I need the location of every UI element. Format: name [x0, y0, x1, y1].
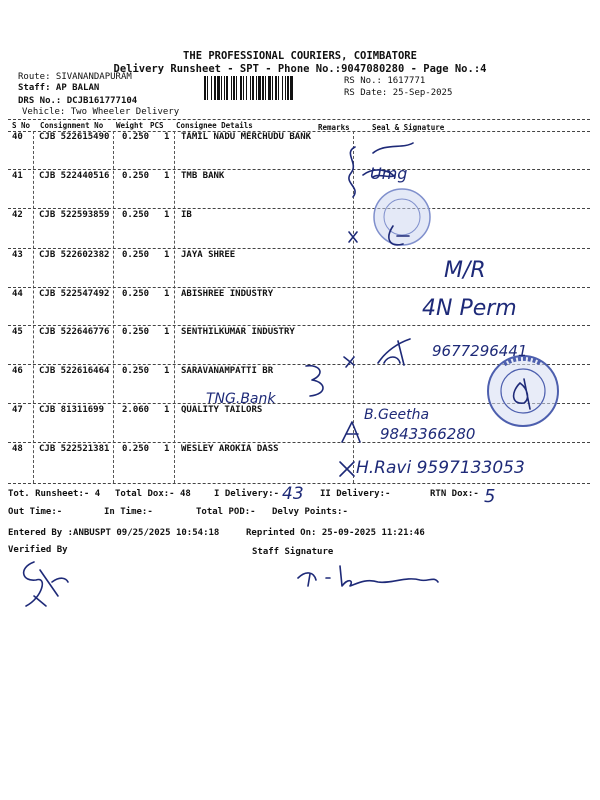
- row-sno: 47: [12, 405, 23, 415]
- in-time-label: In Time:-: [104, 507, 153, 517]
- rs-date: RS Date: 25-Sep-2025: [344, 88, 453, 98]
- row-weight: 0.250: [122, 210, 150, 220]
- row-sno: 45: [12, 327, 23, 337]
- rtn-dox-label: RTN Dox:-: [430, 489, 479, 499]
- col-seal: Seal & Signature: [372, 123, 445, 132]
- col-sep: [33, 131, 34, 483]
- handwriting-row45: 9677296441: [432, 342, 528, 360]
- row-weight: 0.250: [122, 171, 150, 181]
- handwriting-row44: 4N Perm: [422, 296, 517, 321]
- col-weight: Weight: [116, 121, 144, 130]
- row-consignee: JAYA SHREE: [181, 250, 236, 260]
- total-dox-value: 48: [180, 489, 191, 499]
- col-sep: [174, 131, 175, 483]
- row-consignee: SENTHILKUMAR INDUSTRY: [181, 327, 295, 337]
- row-pcs: 1: [164, 327, 170, 337]
- row-consignment: CJB 522440516: [39, 171, 110, 181]
- row-sno: 46: [12, 366, 23, 376]
- row-pcs: 1: [164, 250, 170, 260]
- total-dox-label: Total Dox:-: [115, 489, 175, 499]
- col-sep: [113, 131, 114, 483]
- row-consignee: IB: [181, 210, 192, 220]
- row-sno: 43: [12, 250, 23, 260]
- header-divider-top: [8, 119, 590, 120]
- out-time-label: Out Time:-: [8, 507, 63, 517]
- row-weight: 0.250: [122, 132, 150, 142]
- row-pcs: 1: [164, 171, 170, 181]
- row-consignee: SARAVANAMPATTI BR: [181, 366, 274, 376]
- rs-number: RS No.: 1617771: [344, 76, 426, 86]
- row-pcs: 1: [164, 366, 170, 376]
- route-label: Route: SIVANANDAPURAM: [18, 72, 132, 82]
- entered-by: Entered By :ANBUSPT 09/25/2025 10:54:18: [8, 528, 220, 538]
- row-divider: [8, 325, 590, 326]
- ii-delivery-label: II Delivery:-: [320, 489, 391, 499]
- row-sno: 42: [12, 210, 23, 220]
- row-consignee: TAMIL NADU MERCHUDU BANK: [181, 132, 312, 142]
- row-sno: 48: [12, 444, 23, 454]
- delvy-points-label: Delvy Points:-: [272, 507, 348, 517]
- vehicle-label: Vehicle: Two Wheeler Delivery: [22, 107, 180, 117]
- i-delivery-label: I Delivery:-: [214, 489, 280, 499]
- tot-runsheet: Tot. Runsheet:- 4: [8, 489, 101, 499]
- row-weight: 0.250: [122, 289, 150, 299]
- verified-signature: [12, 556, 72, 614]
- handwriting-row46: TNG.Bank: [206, 391, 276, 407]
- row-weight: 0.250: [122, 327, 150, 337]
- row-weight: 0.250: [122, 250, 150, 260]
- signature-row-45: [340, 333, 420, 373]
- staff-signature: [296, 560, 446, 592]
- signature-row-42: [345, 220, 415, 255]
- col-sno: S No: [12, 121, 31, 130]
- col-consignment: Consignment No: [40, 121, 104, 130]
- reprinted-on: Reprinted On: 25-09-2025 11:21:46: [246, 528, 425, 538]
- row-weight: 0.250: [122, 366, 150, 376]
- row-divider: [8, 169, 590, 170]
- verified-by-label: Verified By: [8, 545, 68, 555]
- row-consignment: CJB 522521381: [39, 444, 110, 454]
- staff-signature-label: Staff Signature: [252, 547, 334, 557]
- col-consignee: Consignee Details: [176, 121, 253, 130]
- row-sno: 40: [12, 132, 23, 142]
- row-consignment: CJB 522547492: [39, 289, 110, 299]
- row-consignee: TMB BANK: [181, 171, 225, 181]
- row-consignment: CJB 522602382: [39, 250, 110, 260]
- row-consignment: CJB 81311699: [39, 405, 105, 415]
- rtn-dox-handwritten: 5: [484, 486, 496, 507]
- row-pcs: 1: [164, 405, 170, 415]
- signature-row-46: [300, 360, 340, 400]
- row-weight: 2.060: [122, 405, 150, 415]
- row-pcs: 1: [164, 289, 170, 299]
- handwriting-row43: M/R: [444, 258, 486, 283]
- company-title: THE PROFESSIONAL COURIERS, COIMBATORE: [183, 50, 417, 62]
- barcode-graphic: [204, 76, 338, 100]
- col-pcs: PCS: [150, 121, 164, 130]
- total-pod-label: Total POD:-: [196, 507, 256, 517]
- row-consignment: CJB 522646776: [39, 327, 110, 337]
- row-sno: 44: [12, 289, 23, 299]
- row-divider: [8, 248, 590, 249]
- row-consignee: WESLEY AROKIA DASS: [181, 444, 279, 454]
- row-sno: 41: [12, 171, 23, 181]
- signature-stamp-row46: [500, 375, 540, 415]
- row-pcs: 1: [164, 210, 170, 220]
- handwriting-row47-name: B.Geetha: [364, 407, 430, 423]
- row-divider: [8, 208, 590, 209]
- staff-label: Staff: AP BALAN: [18, 83, 100, 93]
- row-pcs: 1: [164, 132, 170, 142]
- drs-number: DRS No.: DCJB161777104: [18, 96, 138, 106]
- row-weight: 0.250: [122, 444, 150, 454]
- row-consignment: CJB 522593859: [39, 210, 110, 220]
- row-consignment: CJB 522616464: [39, 366, 110, 376]
- row-consignee: QUALITY TAILORS: [181, 405, 263, 415]
- row-pcs: 1: [164, 444, 170, 454]
- handwriting-row48: H.Ravi 9597133053: [356, 458, 525, 478]
- mark-row48: [338, 458, 358, 480]
- runsheet-line: Delivery Runsheet - SPT - Phone No.:9047080280 - Page No.:4: [113, 63, 487, 75]
- row-divider: [8, 287, 590, 288]
- col-remarks: Remarks: [318, 123, 350, 132]
- row-consignment: CJB 522615490: [39, 132, 110, 142]
- handwriting-row41: Umg: [370, 164, 408, 183]
- row-divider: [8, 442, 590, 443]
- i-delivery-handwritten: 43: [282, 484, 304, 504]
- handwriting-row47-phone: 9843366280: [380, 425, 476, 443]
- row-consignee: ABISHREE INDUSTRY: [181, 289, 274, 299]
